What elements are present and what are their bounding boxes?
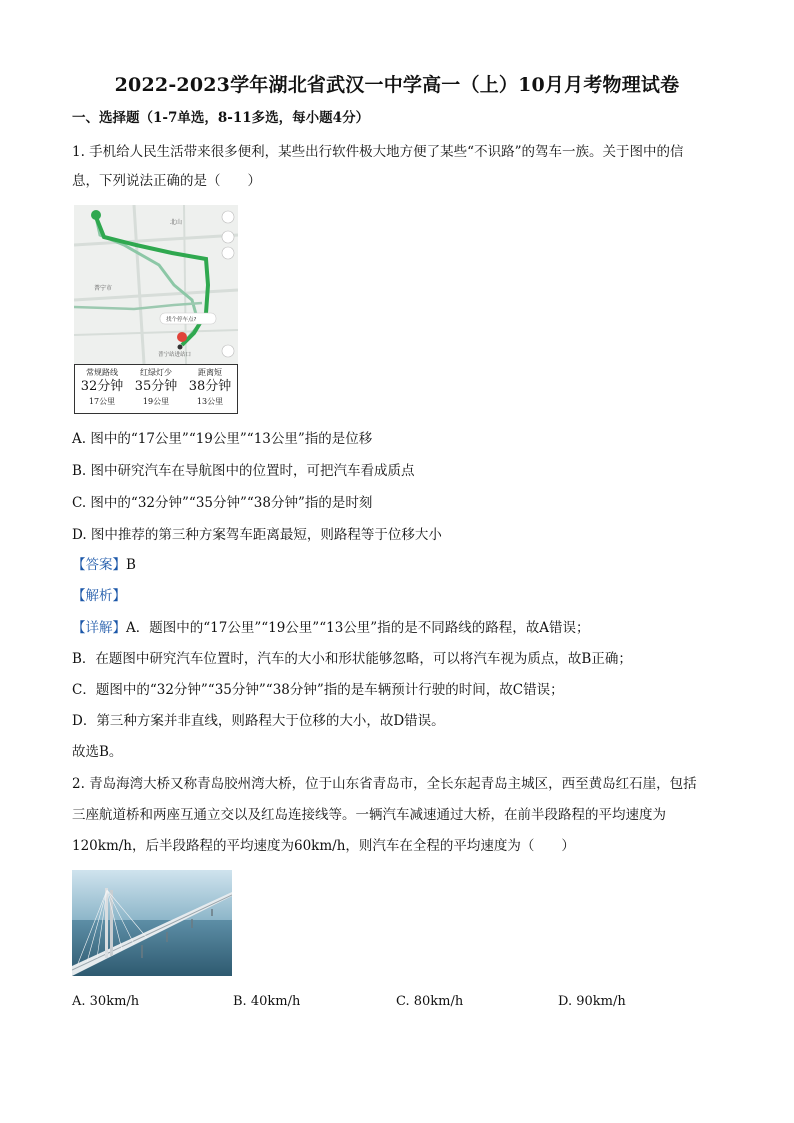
route-mode: 距离短 <box>198 368 222 377</box>
route-distance: 13公里 <box>196 397 224 406</box>
q2-option-a: A. 30km/h <box>72 994 140 1009</box>
route-time: 38分钟 <box>188 379 232 394</box>
q1-detail-line-2: B．在题图中研究汽车位置时，汽车的大小和形状能够忽略，可以将汽车视为质点，故B正确； <box>72 651 632 667</box>
analysis-label: 【解析】 <box>72 588 126 604</box>
q1-answer <box>72 556 136 574</box>
q2-option-c: C. 80km/h <box>396 994 464 1009</box>
q2-stem-line1: 2. 青岛海湾大桥又称青岛胶州湾大桥，位于山东省青岛市，全长东起青岛主城区，西至黄岛红石崖，包括 <box>72 776 697 792</box>
route-distance: 19公里 <box>142 397 170 406</box>
detail-text: A．题图中的“17公里”“19公里”“13公里”指的是不同路线的路程，故A错误； <box>126 620 590 636</box>
q1-option-a: A. 图中的“17公里”“19公里”“13公里”指的是位移 <box>72 431 373 447</box>
map-label-beishan: 北山 <box>170 219 183 226</box>
map-label-puning: 普宁市 <box>94 285 113 292</box>
route-summary-table <box>74 364 238 414</box>
route-time: 35分钟 <box>134 379 178 394</box>
q1-stem-line1: 1. 手机给人民生活带来很多便利，某些出行软件极大地方便了某些“不识路”的驾车一族。关于图中的信 <box>72 144 684 160</box>
bridge-photo-drawing <box>72 870 232 976</box>
q1-detail-line-4: D．第三种方案并非直线，则路程大于位移的大小，故D错误。 <box>72 713 445 729</box>
section-heading: 一、选择题（1-7单选，8-11多选，每小题4分） <box>72 110 370 126</box>
route-mode: 常规路线 <box>86 368 118 377</box>
answer-label: 【答案】 <box>72 557 126 573</box>
q1-detail-line-1 <box>72 619 589 637</box>
detail-label: 【详解】 <box>72 620 126 636</box>
q2-stem-line2: 三座航道桥和两座互通立交以及红岛连接线等。一辆汽车减速通过大桥，在前半段路程的平均速度为 <box>72 807 666 823</box>
q1-detail-line-3: C．题图中的“32分钟”“35分钟”“38分钟”指的是车辆预计行驶的时间，故C错误； <box>72 682 564 698</box>
route-option-1 <box>75 365 129 413</box>
q2-option-b: B. 40km/h <box>233 994 301 1009</box>
q2-stem-line3: 120km/h，后半段路程的平均速度为60km/h，则汽车在全程的平均速度为（ ） <box>72 838 575 854</box>
bridge-photo <box>72 870 232 976</box>
map-label-station: 普宁站进站口 <box>158 352 192 358</box>
q1-option-b: B. 图中研究汽车在导航图中的位置时，可把汽车看成质点 <box>72 463 415 479</box>
route-option-3 <box>183 365 237 413</box>
q1-option-d: D. 图中推荐的第三种方案驾车距离最短，则路程等于位移大小 <box>72 527 442 543</box>
route-distance: 17公里 <box>88 397 116 406</box>
q1-detail-line-5: 故选B。 <box>72 744 123 760</box>
page-title: 2022-2023学年湖北省武汉一中学高一（上）10月月考物理试卷 <box>114 74 680 96</box>
answer-value: B <box>126 557 136 573</box>
route-option-2 <box>129 365 183 413</box>
q1-analysis-label <box>72 587 126 605</box>
route-mode: 红绿灯少 <box>140 368 172 377</box>
map-label-parking: 找个停车点? <box>166 317 197 323</box>
q1-option-c: C. 图中的“32分钟”“35分钟”“38分钟”指的是时刻 <box>72 495 373 511</box>
q2-option-d: D. 90km/h <box>558 994 626 1009</box>
q1-stem-line2: 息，下列说法正确的是（ ） <box>72 173 261 189</box>
navigation-map-figure <box>74 205 238 364</box>
route-time: 32分钟 <box>80 379 124 394</box>
